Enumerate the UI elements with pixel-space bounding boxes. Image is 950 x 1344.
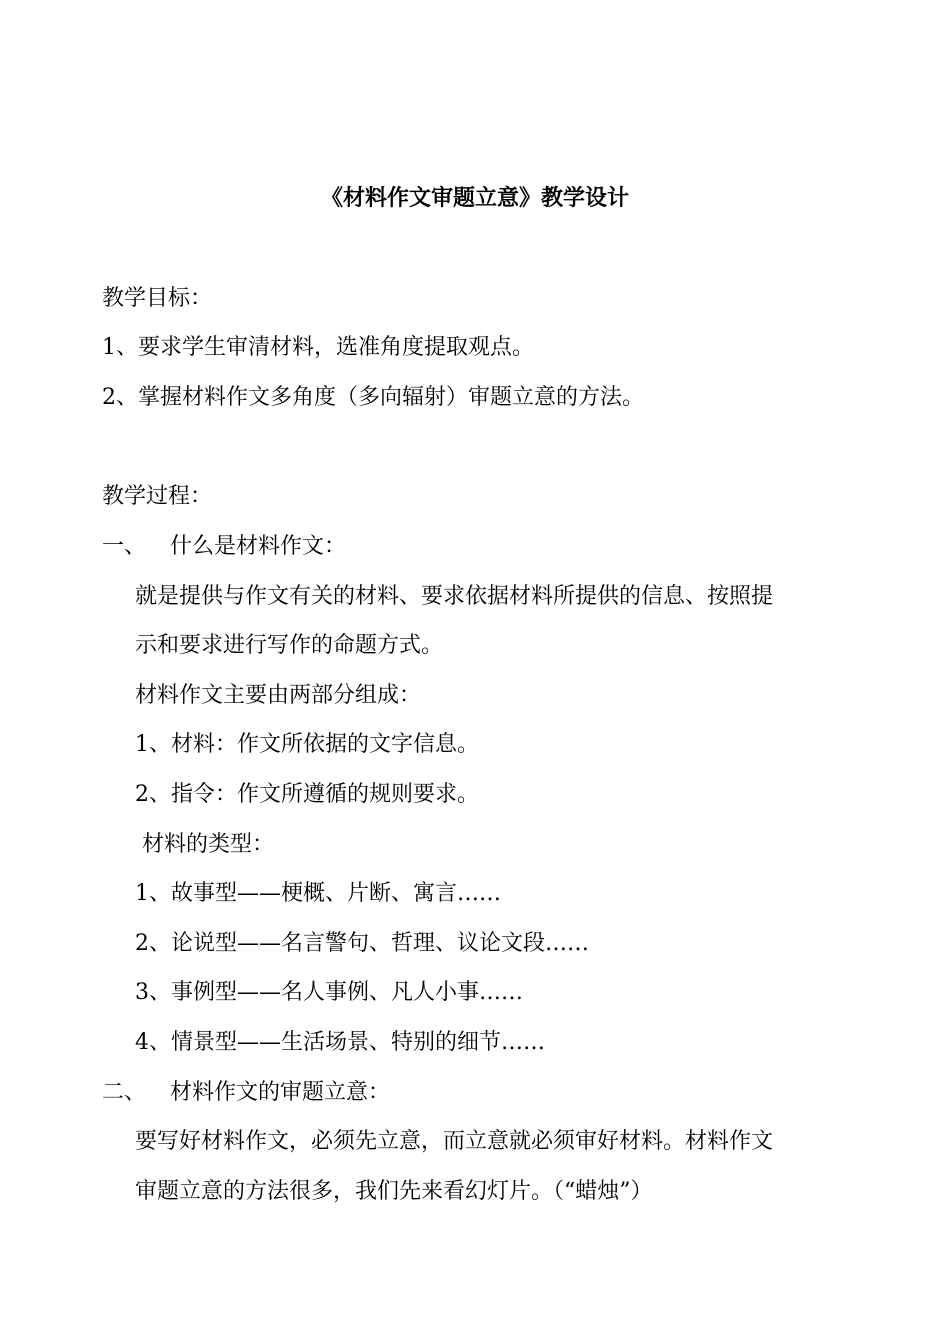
type-item-3: 3、事例型——名人事例、凡人小事……	[135, 980, 523, 1005]
section-2-heading: 材料作文的审题立意：	[170, 1080, 391, 1105]
section-2-heading-line	[102, 1073, 390, 1113]
process-heading: 教学过程：	[102, 484, 213, 509]
section-1-heading: 什么是材料作文：	[170, 534, 347, 559]
section-1-definition-line-2: 示和要求进行写作的命题方式。	[135, 633, 444, 658]
type-item-1: 1、故事型——梗概、片断、寓言……	[135, 881, 501, 906]
section-2-body-line-1: 要写好材料作文，必须先立意，而立意就必须审好材料。材料作文	[135, 1129, 774, 1154]
goal-item-1: 1、要求学生审清材料，选准角度提取观点。	[102, 335, 534, 360]
parts-heading: 材料作文主要由两部分组成：	[135, 683, 422, 708]
section-1-heading-line	[102, 527, 346, 567]
type-item-4: 4、情景型——生活场景、特别的细节……	[135, 1030, 545, 1055]
document-title: 《材料作文审题立意》教学设计	[320, 185, 629, 211]
section-2-number: 二、	[102, 1080, 147, 1105]
types-heading: 材料的类型：	[142, 832, 275, 857]
goals-heading: 教学目标：	[102, 286, 213, 311]
goal-item-2: 2、掌握材料作文多角度（多向辐射）审题立意的方法。	[102, 385, 644, 410]
section-2-body-line-2: 审题立意的方法很多，我们先来看幻灯片。（“蜡烛”）	[135, 1179, 653, 1204]
section-1-number: 一、	[102, 534, 147, 559]
type-item-2: 2、论说型——名言警句、哲理、议论文段……	[135, 931, 589, 956]
part-item-2: 2、指令：作文所遵循的规则要求。	[135, 782, 479, 807]
section-1-definition-line-1: 就是提供与作文有关的材料、要求依据材料所提供的信息、按照提	[135, 584, 774, 609]
part-item-1: 1、材料：作文所依据的文字信息。	[135, 732, 479, 757]
